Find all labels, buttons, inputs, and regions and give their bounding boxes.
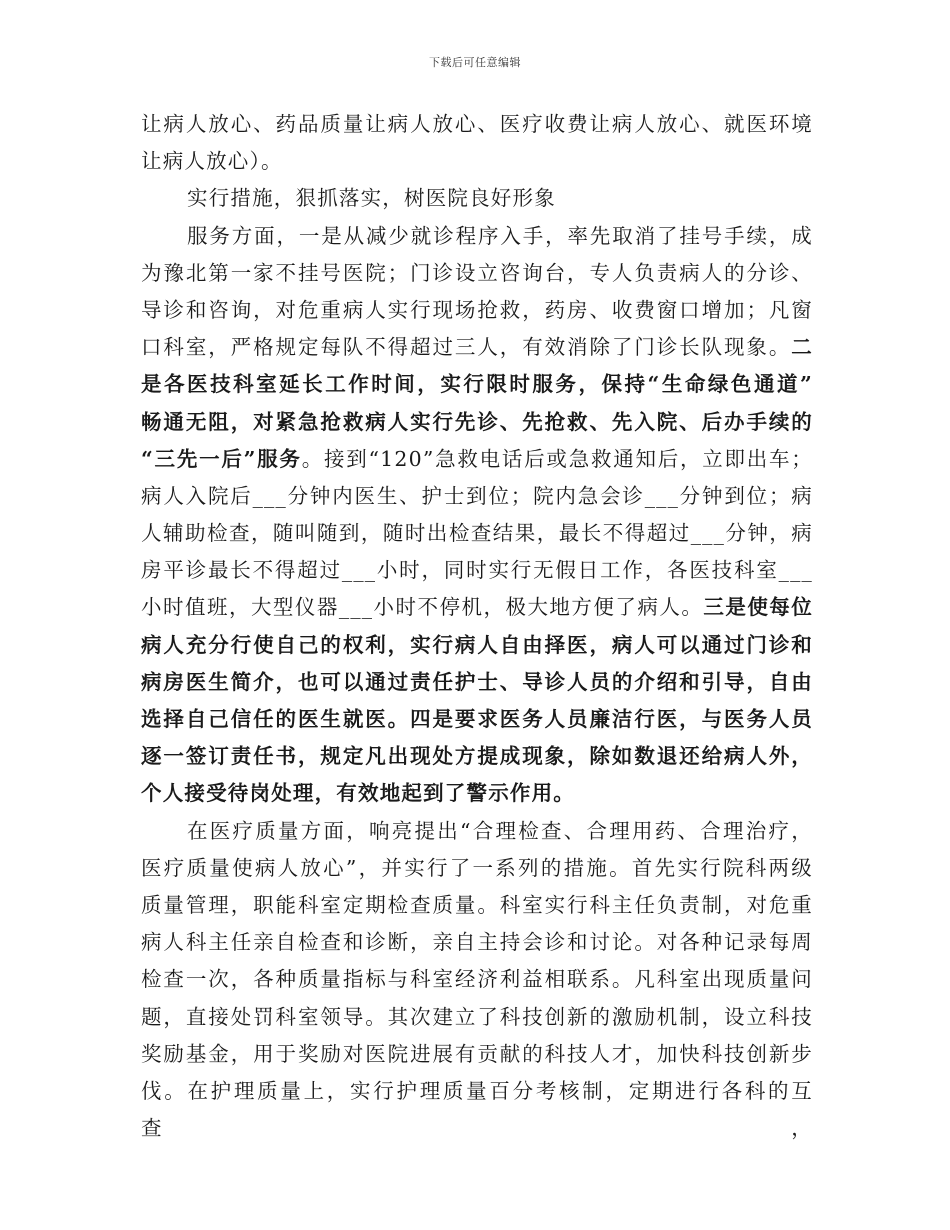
text-segment: 奖励基金，用于奖励对医院进展有贡献的科技人才，加快科技创新步: [141, 1041, 813, 1066]
page-header: 下载后可任意编辑: [429, 56, 521, 69]
text-line: [141, 255, 813, 292]
text-line: [141, 924, 813, 961]
text-line: [141, 775, 813, 812]
text-line: [141, 515, 813, 552]
text-line: [141, 292, 813, 329]
text-line: [141, 701, 813, 738]
bold-text-segment: 逐一签订责任书，规定凡出现处方提成现象，除如数退还给病人外，: [141, 744, 813, 769]
text-segment: 导诊和咨询，对危重病人实行现场抢救，药房、收费窗口增加；凡窗: [141, 297, 813, 322]
bold-text-segment: 病人充分行使自己的权利，实行病人自由择医，病人可以通过门诊和: [141, 632, 813, 657]
text-segment: 在医疗质量方面，响亮提出“合理检查、合理用药、合理治疗，: [187, 818, 813, 843]
text-line: [141, 404, 813, 441]
bold-text-segment: 二: [791, 335, 813, 360]
text-line: [141, 813, 813, 850]
bold-text-segment: 个人接受待岗处理，有效地起到了警示作用。: [141, 781, 575, 806]
text-segment: 题，直接处罚科室领导。其次建立了科技创新的激励机制，设立科技: [141, 1004, 813, 1029]
text-segment: 质量管理，职能科室定期检查质量。科室实行科主任负责制，对危重: [141, 892, 813, 917]
text-line: [141, 329, 813, 366]
text-line: [141, 478, 813, 515]
text-line: [141, 850, 813, 887]
text-segment: 医疗质量使病人放心”，并实行了一系列的措施。首先实行院科两级: [141, 855, 813, 880]
text-line: [141, 887, 813, 924]
text-line: [141, 552, 813, 589]
bold-text-segment: 畅通无阻，对紧急抢救病人实行先诊、先抢救、先入院、后办手续的: [141, 409, 813, 434]
text-line: [141, 180, 813, 217]
text-line: [141, 664, 813, 701]
text-segment: 人辅助检查，随叫随到，随时出检查结果，最长不得超过___分钟，病: [141, 521, 813, 546]
text-line: [141, 106, 813, 143]
text-line: [141, 366, 813, 403]
text-segment: 。接到“120”急救电话后或急救通知后，立即出车；: [301, 446, 814, 471]
text-segment: 小时值班，大型仪器___小时不停机，极大地方便了病人。: [141, 595, 704, 620]
text-segment: 病人入院后___分钟内医生、护士到位；院内急会诊___分钟到位；病: [141, 483, 813, 508]
text-segment: 服务方面，一是从减少就诊程序入手，率先取消了挂号手续，成: [187, 223, 813, 248]
document-body: [141, 106, 814, 1141]
text-segment: 让病人放心、药品质量让病人放心、医疗收费让病人放心、就医环境: [141, 112, 813, 136]
text-line: [141, 999, 813, 1036]
text-line: [141, 589, 813, 626]
bold-text-segment: 是各医技科室延长工作时间，实行限时服务，保持“生命绿色通道”: [141, 372, 813, 397]
text-segment: 房平诊最长不得超过___小时，同时实行无假日工作，各医技科室___: [141, 558, 813, 583]
text-line: [141, 1036, 813, 1073]
text-segment: 实行措施，狠抓落实，树医院良好形象: [187, 186, 556, 211]
text-segment: 伐。在护理质量上，实行护理质量百分考核制，定期进行各科的互查，: [141, 1078, 813, 1141]
text-line: [141, 627, 813, 664]
text-line: [141, 1073, 813, 1141]
bold-text-segment: 三是使每位: [703, 595, 813, 620]
text-segment: 让病人放心）。: [141, 149, 283, 174]
text-line: [141, 218, 813, 255]
text-line: [141, 738, 813, 775]
text-line: [141, 143, 813, 180]
text-segment: 病人科主任亲自检查和诊断，亲自主持会诊和讨论。对各种记录每周: [141, 930, 813, 955]
bold-text-segment: 病房医生简介，也可以通过责任护士、导诊人员的介绍和引导，自由: [141, 669, 813, 694]
text-segment: 口科室，严格规定每队不得超过三人，有效消除了门诊长队现象。: [141, 335, 792, 360]
text-line: [141, 441, 813, 478]
text-segment: 检查一次，各种质量指标与科室经济利益相联系。凡科室出现质量问: [141, 967, 813, 992]
text-segment: 为豫北第一家不挂号医院；门诊设立咨询台，专人负责病人的分诊、: [141, 260, 813, 285]
bold-text-segment: 选择自己信任的医生就医。四是要求医务人员廉洁行医，与医务人员: [141, 707, 813, 731]
text-line: [141, 961, 813, 998]
bold-text-segment: “三先一后”服务: [141, 446, 302, 471]
